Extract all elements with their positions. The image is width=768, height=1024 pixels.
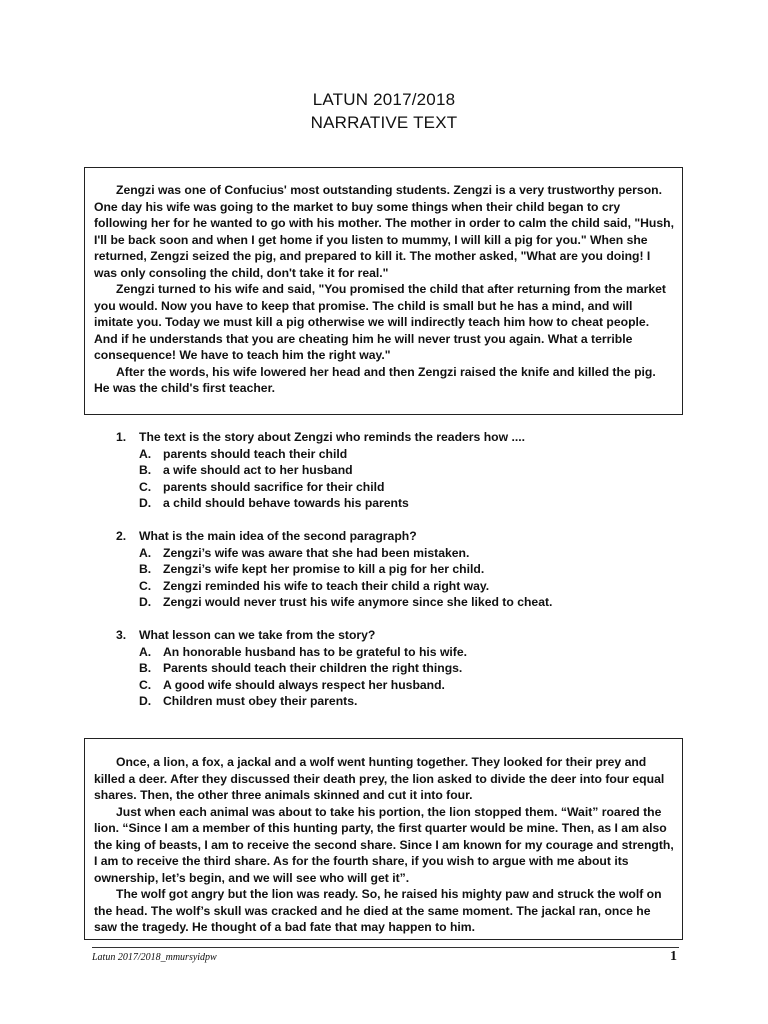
passage-paragraph: Once, a lion, a fox, a jackal and a wolf went hunting together. They looked for their prey and killed a deer. After they discussed their death prey, the lion asked to divide the deer into four equal shares. Then, the other three animals skinned and cut it into four.	[94, 755, 665, 802]
answer-option	[116, 495, 676, 512]
answer-option	[116, 660, 676, 677]
answer-option	[116, 545, 676, 562]
footer-credit: Latun 2017/2018_mmursyidpw	[92, 952, 217, 963]
option-letter: C.	[139, 677, 152, 692]
option-text: Zengzi’s wife kept her promise to kill a pig for her child.	[163, 562, 485, 576]
option-letter: A.	[139, 446, 152, 461]
option-letter: A.	[139, 545, 152, 560]
answer-option	[116, 693, 676, 710]
question-item	[116, 528, 676, 611]
answer-option	[116, 446, 676, 463]
option-text: A good wife should always respect her husband.	[163, 677, 445, 692]
option-text: An honorable husband has to be grateful to his wife.	[163, 644, 468, 659]
option-letter: C.	[139, 479, 152, 494]
answer-option	[116, 594, 676, 611]
answer-option	[116, 462, 676, 479]
question-text: The text is the story about Zengzi who reminds the readers how ....	[139, 430, 526, 444]
question-stem	[116, 627, 676, 644]
page-footer	[92, 947, 679, 970]
option-text: Zengzi reminded his wife to teach their child a right way.	[163, 578, 490, 593]
answer-option	[116, 578, 676, 595]
passage-box-1	[84, 167, 683, 415]
option-letter: B.	[139, 661, 152, 675]
passage-paragraph: After the words, his wife lowered her head and then Zengzi raised the knife and killed the pig. He was the child's first teacher.	[94, 364, 656, 395]
answer-option	[116, 644, 676, 661]
question-item	[116, 627, 676, 710]
option-letter: C.	[139, 578, 152, 593]
passage-box-2	[84, 738, 683, 940]
option-text: Zengzi would never trust his wife anymore since she liked to cheat.	[163, 595, 553, 609]
title-line-1: LATUN 2017/2018	[312, 90, 456, 109]
option-text: parents should sacrifice for their child	[163, 479, 385, 494]
passage-paragraph: The wolf got angry but the lion was ready. So, he raised his mighty paw and struck the wolf on the head. The wolf’s skull was cracked and he died at the same moment. The jackal ran, once he saw the tragedy. He thought of a bad fate that may happen to him.	[94, 887, 662, 934]
passage-paragraph: Zengzi turned to his wife and said, "You promised the child that after returning from the market you would. Now you have to keep that promise. The child is small but he has a mind, and will imitate you. Today we must kill a pig otherwise we will indirectly teach him how to cheat people. And if he understands that you are cheating him he will never trust you again. What a terrible consequence! We have to teach him the right way."	[94, 282, 666, 362]
question-stem	[116, 528, 676, 545]
answer-option	[116, 561, 676, 578]
title-line-2: NARRATIVE TEXT	[310, 113, 458, 132]
question-number: 3.	[116, 628, 127, 642]
option-letter: D.	[139, 496, 152, 510]
passage-paragraph: Zengzi was one of Confucius' most outstanding students. Zengzi is a very trustworthy person. One day his wife was going to the market to buy some things when their child began to cry following her for he wanted to go with his mother. The mother in order to calm the child said, "Hush, I'll be back soon and when I get home if you listen to mummy, I will kill a pig for you." When she returned, Zengzi seized the pig, and prepared to kill it. The mother asked, "What are you doing! I was only consoling the child, don't take it for real."	[94, 183, 674, 280]
question-stem	[116, 429, 676, 446]
option-letter: D.	[139, 595, 152, 609]
option-letter: B.	[139, 562, 152, 576]
question-text: What is the main idea of the second paragraph?	[139, 529, 417, 543]
option-text: a child should behave towards his parents	[163, 496, 409, 510]
question-number: 2.	[116, 529, 127, 543]
answer-option	[116, 479, 676, 496]
page-number: 1	[670, 949, 677, 964]
answer-option	[116, 677, 676, 694]
option-letter: B.	[139, 463, 152, 477]
option-text: parents should teach their child	[163, 446, 348, 461]
question-item	[116, 429, 676, 512]
option-text: Parents should teach their children the right things.	[163, 661, 463, 675]
page-title	[0, 88, 768, 134]
option-letter: D.	[139, 694, 152, 708]
passage-paragraph: Just when each animal was about to take his portion, the lion stopped them. “Wait” roared the lion. “Since I am a member of this hunting party, the first quarter would be mine. Then, as I am also the king of beasts, I am to receive the second share. Since I am known for my courage and strength, I am to receive the third share. As for the fourth share, if you wish to argue with me about its ownership, let’s begin, and we will see who will get it”.	[94, 804, 674, 885]
option-text: Children must obey their parents.	[163, 694, 358, 708]
question-number: 1.	[116, 430, 127, 444]
question-list	[116, 429, 676, 726]
option-text: Zengzi’s wife was aware that she had been mistaken.	[163, 545, 470, 560]
option-letter: A.	[139, 644, 152, 659]
option-text: a wife should act to her husband	[163, 463, 353, 477]
question-text: What lesson can we take from the story?	[139, 628, 376, 642]
